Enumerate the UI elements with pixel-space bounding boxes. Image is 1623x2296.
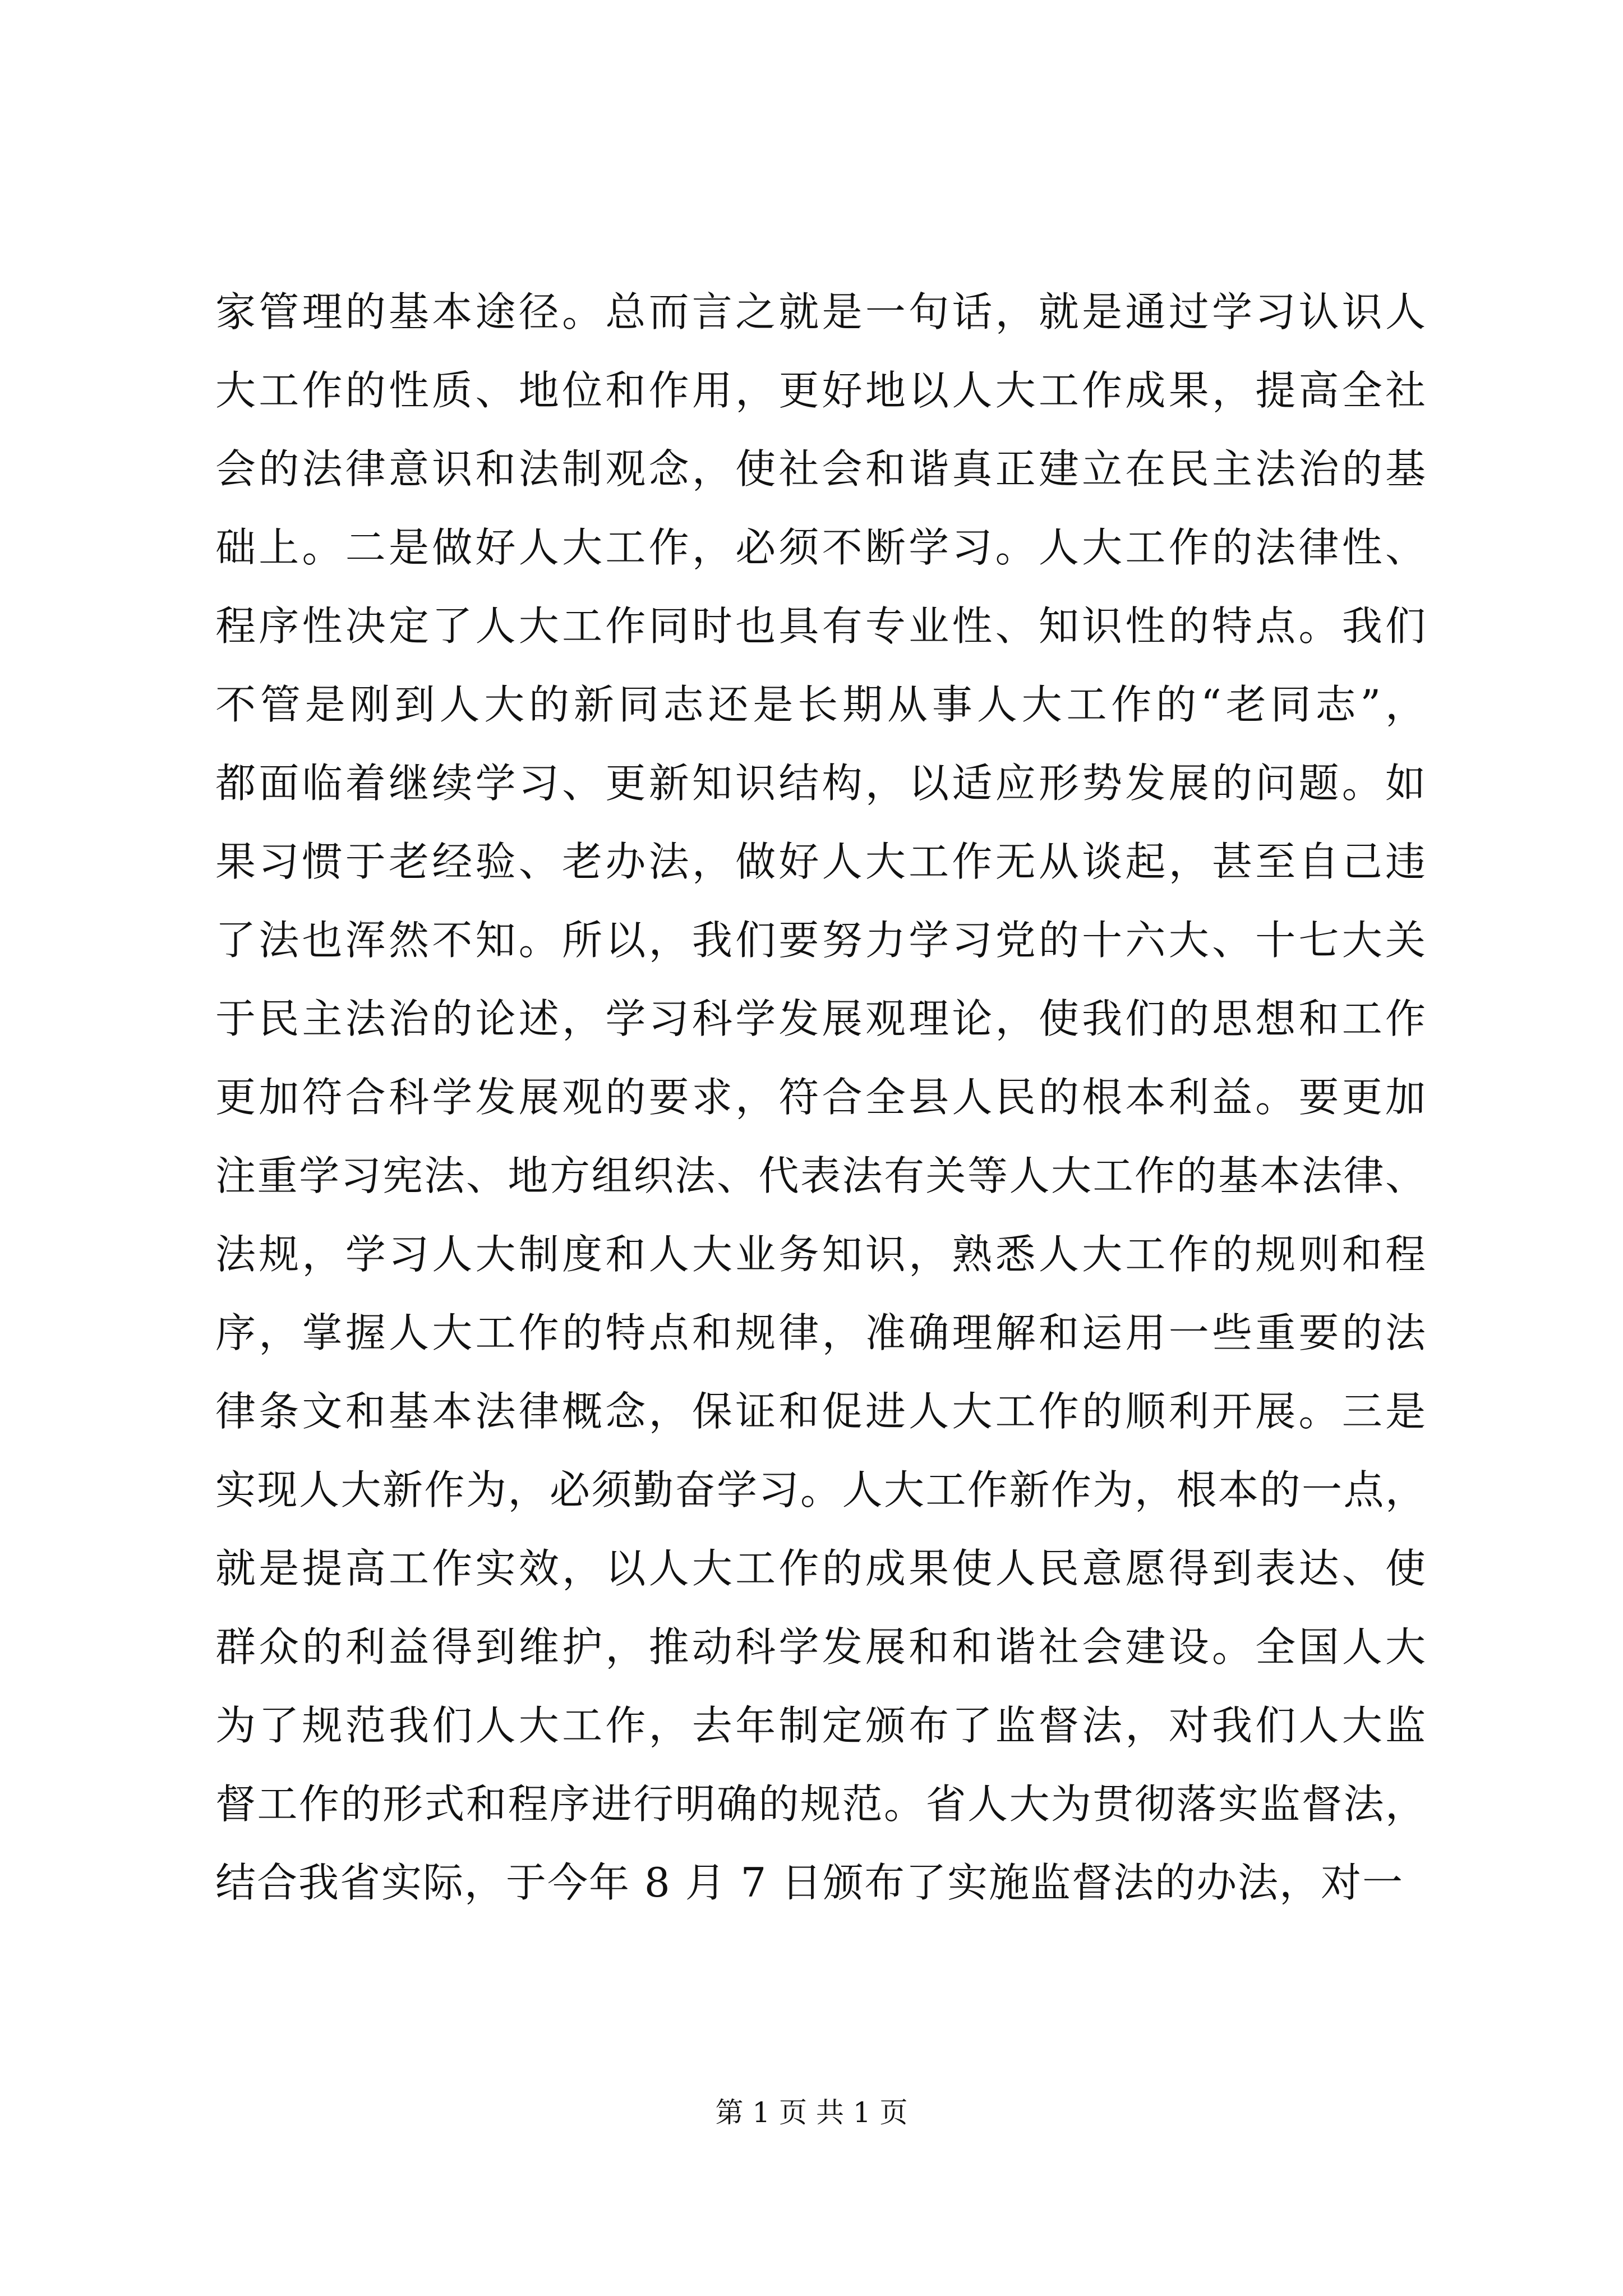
- text-line: 了法也浑然不知。所以，我们要努力学习党的十六大、十七大关: [215, 917, 1427, 964]
- text-line: 家管理的基本途径。总而言之就是一句话，就是通过学习认识人: [215, 288, 1427, 335]
- text-line: 注重学习宪法、地方组织法、代表法有关等人大工作的基本法律、: [215, 1152, 1427, 1199]
- text-line: 就是提高工作实效，以人大工作的成果使人民意愿得到表达、使: [215, 1545, 1427, 1592]
- page-footer: 第 1 页 共 1 页: [715, 2096, 908, 2129]
- text-line: 础上。二是做好人大工作，必须不断学习。人大工作的法律性、: [215, 524, 1427, 571]
- text-line: 结合我省实际，于今年 8 月 7 日颁布了实施监督法的办法，对一: [215, 1859, 1404, 1906]
- text-line: 会的法律意识和法制观念，使社会和谐真正建立在民主法治的基: [215, 445, 1427, 493]
- text-line: 都面临着继续学习、更新知识结构，以适应形势发展的问题。如: [215, 760, 1427, 807]
- text-line: 更加符合科学发展观的要求，符合全县人民的根本利益。要更加: [215, 1074, 1427, 1121]
- text-line: 法规，学习人大制度和人大业务知识，熟悉人大工作的规则和程: [215, 1231, 1427, 1278]
- text-line: 不管是刚到人大的新同志还是长期从事人大工作的“老同志”，: [215, 681, 1427, 728]
- text-line: 实现人大新作为，必须勤奋学习。人大工作新作为，根本的一点，: [215, 1466, 1427, 1513]
- text-line: 序，掌握人大工作的特点和规律，准确理解和运用一些重要的法: [215, 1309, 1427, 1356]
- body-text: [215, 273, 1427, 1922]
- text-line: 果习惯于老经验、老办法，做好人大工作无从谈起，甚至自己违: [215, 838, 1427, 885]
- text-line: 程序性决定了人大工作同时也具有专业性、知识性的特点。我们: [215, 602, 1427, 650]
- text-line: 于民主法治的论述，学习科学发展观理论，使我们的思想和工作: [215, 995, 1427, 1042]
- text-line: 督工作的形式和程序进行明确的规范。省人大为贯彻落实监督法，: [215, 1780, 1427, 1828]
- text-line: 律条文和基本法律概念，保证和促进人大工作的顺利开展。三是: [215, 1388, 1427, 1435]
- text-line: 群众的利益得到维护，推动科学发展和和谐社会建设。全国人大: [215, 1623, 1427, 1671]
- text-line: 大工作的性质、地位和作用，更好地以人大工作成果，提高全社: [215, 367, 1427, 414]
- text-line: 为了规范我们人大工作，去年制定颁布了监督法，对我们人大监: [215, 1702, 1427, 1749]
